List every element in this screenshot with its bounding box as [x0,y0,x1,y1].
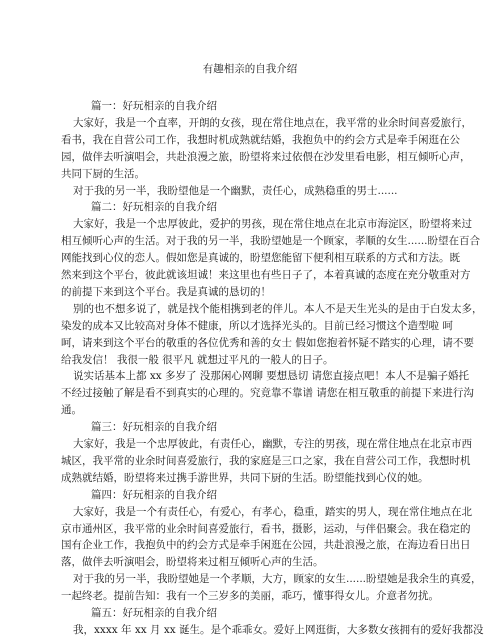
text-line: 给我发信！ 我很一般 很平凡 就想过平凡的一般人的日子。 [61,353,334,366]
text-line: 共同下厨的生活。 [61,167,145,180]
text-line: 别的也不想多说了，就是找个能相携到老的伴儿。本人不是天生光头的是由于白发太多， [73,302,483,315]
text-line: 网能找到心仪的恋人。假如您是真诚的，盼望您能留下便利相互联系的方式和方法。既 [61,252,460,265]
text-line: 对于我的另一半，我盼望她是一个孝顺，大方，顾家的女生......盼望她是我余生的真爱， [73,573,482,586]
text-line: 染发的成本又比较高对身体不健康，所以才选择光头的。目前已经习惯这个造型啦 呵 [61,319,453,332]
section-heading: 篇五：好玩相亲的自我介绍 [91,607,217,619]
text-line: 相互倾听心声的生活。对于我的另一半，我盼望她是一个顾家，孝顺的女生......盼望在百合 [61,235,481,248]
text-line: 国有企业工作，我抱负中的约会方式是牵手闲逛在公园，共赴浪漫之旅，在海边看日出日 [61,539,471,552]
text-line: 看书，我在自营公司工作，我想时机成熟就结婚，我抱负中的约会方式是牵手闲逛在公 [61,133,460,146]
text-line: 我，xxxx 年 xx 月 xx 诞生。是个乖乖女。爱好上网逛街，大多数女孩拥有的爱好我都没 [73,623,484,636]
text-line: 然来到这个平台，彼此就该坦诚！来这里也有些日子了，本着真诚的态度在充分敬重对方 [61,269,471,281]
text-line: 成熟就结婚，盼望将来过携手游世界，共同下厨的生活。盼望能找到心仪的她。 [61,471,429,484]
section-heading: 篇二：好玩相亲的自我介绍 [91,201,217,214]
document-title: 有趣相亲的自我介绍 [202,63,298,75]
section-heading: 篇一：好玩相亲的自我介绍 [91,100,217,112]
text-line: 园，做伴去听演唱会，共赴浪漫之旅，盼望将来过依偎在沙发里看电影，相互倾听心声， [61,150,471,163]
text-line: 一起终老。提前告知：我有一个三岁多的美丽，乖巧，懂事得女儿。介意者勿扰。 [61,590,439,603]
text-line: 呵，请来到这个平台的敬重的各位优秀和善的女士 假如您抱着怀疑不踏实的心理，请不要 [61,336,474,349]
section-heading: 篇三：好玩相亲的自我介绍 [91,421,217,434]
text-line: 大家好，我是一个忠厚彼此，有责任心，幽默，专注的男孩，现在常住地点在北京市西 [73,438,472,450]
text-line: 大家好，我是一个直率，开朗的女孩，现在常住地点在，我平常的业余时间喜爱旅行， [73,116,472,129]
text-line: 通。 [61,404,82,417]
text-line: 对于我的另一半，我盼望他是一个幽默，责任心，成熟稳重的男士...... [73,184,398,197]
text-line: 不经过接触了解是看不到真实的心理的。究竟靠不靠谱 请您在相互敬重的前提下来进行沟 [61,387,474,400]
text-line: 落，做伴去听演唱会，盼望将来过相互倾听心声的生活。 [61,556,324,569]
text-line: 京市通州区，我平常的业余时间喜爱旅行，看书，摄影，运动，与伴侣聚会。我在稳定的 [61,522,471,535]
text-line: 的前提下来到这个平台。我是真诚的恳切的！ [61,285,271,298]
text-line: 大家好，我是一个有责任心，有爱心，有孝心，稳重，踏实的男人，现在常住地点在北 [73,505,472,518]
text-line: 大家好，我是一个忠厚彼此，爱护的男孩，现在常住地点在北京市海淀区，盼望将来过 [73,218,472,231]
text-line: 说实话基本上都 xx 多岁了 没那闲心网聊 要想恳切 请您直接点吧！本人不是骗子婚托 [73,370,470,383]
section-heading: 篇四：好玩相亲的自我介绍 [91,488,217,501]
text-line: 城区，我平常的业余时间喜爱旅行，我的家庭是三口之家，我在自营公司工作，我想时机 [61,454,471,467]
